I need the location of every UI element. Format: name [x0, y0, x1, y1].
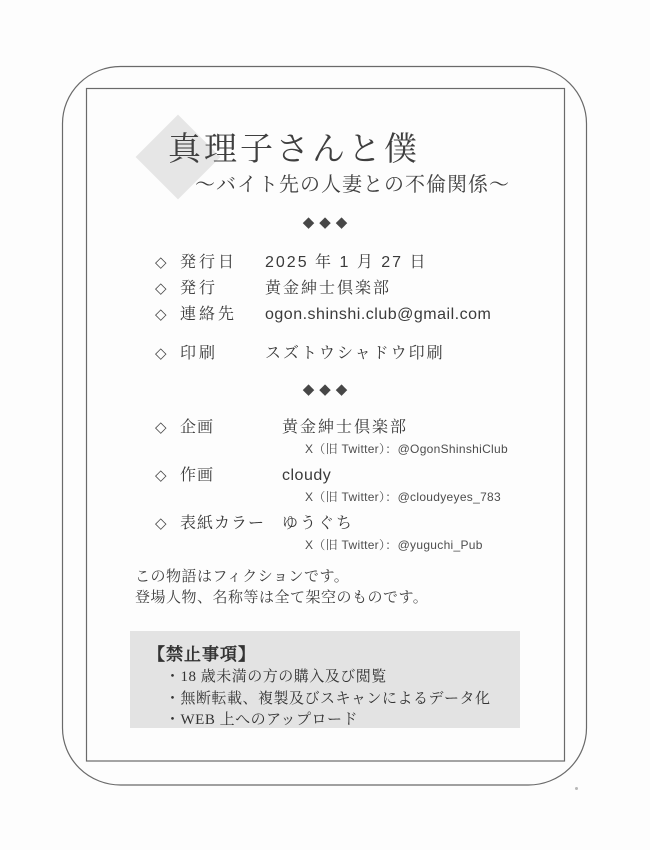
row-value: 黄金紳士倶楽部	[265, 280, 392, 297]
credit-value: cloudy	[282, 467, 332, 484]
prohibition-item: ・WEB 上へのアップロード	[165, 712, 359, 728]
row-label: 連絡先	[180, 306, 238, 323]
open-diamond-bullet: ◇	[155, 254, 167, 271]
open-diamond-bullet: ◇	[155, 306, 167, 323]
credit-label: 表紙カラー	[180, 515, 266, 532]
open-diamond-bullet: ◇	[155, 419, 167, 436]
credits	[155, 416, 508, 560]
credit-x-handle: X（旧 Twitter）：@OgonShinshiClub	[305, 442, 508, 456]
credit-label: 企画	[180, 419, 215, 436]
open-diamond-bullet: ◇	[155, 515, 167, 532]
contact-email: ogon.shinshi.club@gmail.com	[265, 306, 492, 323]
book-subtitle: ～バイト先の人妻との不倫関係～	[195, 174, 510, 196]
disclaimer-line: 登場人物、名称等は全て架空のものです。	[135, 590, 429, 606]
disclaimer-line: この物語はフィクションです。	[135, 569, 350, 585]
publication-info	[155, 250, 491, 367]
credit-value: ゆうぐち	[282, 515, 355, 532]
scan-speck	[575, 787, 578, 790]
info-row-publisher	[155, 276, 491, 302]
credit-row-artist	[155, 464, 508, 506]
info-row-printer	[155, 341, 491, 367]
open-diamond-bullet: ◇	[155, 345, 167, 362]
book-title: 真理子さんと僕	[168, 130, 420, 167]
row-label: 発行日	[180, 254, 238, 271]
credit-x-handle: X（旧 Twitter）：@yuguchi_Pub	[305, 538, 483, 552]
credit-label: 作画	[180, 467, 215, 484]
open-diamond-bullet: ◇	[155, 467, 167, 484]
prohibition-item: ・18 歳未満の方の購入及び閲覧	[165, 669, 387, 685]
credit-row-cover-color	[155, 512, 508, 554]
diamond-divider-top: ◆◆◆	[302, 214, 353, 231]
row-value: 2025 年 1 月 27 日	[265, 254, 428, 271]
diamond-divider-middle: ◆◆◆	[302, 381, 353, 398]
credit-x-handle: X（旧 Twitter）：@cloudyeyes_783	[305, 490, 501, 504]
row-label: 印刷	[180, 345, 219, 362]
fiction-disclaimer	[135, 567, 428, 609]
info-row-contact	[155, 302, 491, 328]
prohibition-box	[130, 631, 520, 728]
prohibition-title: 【禁止事項】	[148, 645, 256, 664]
prohibition-item: ・無断転載、複製及びスキャンによるデータ化	[165, 690, 491, 707]
open-diamond-bullet: ◇	[155, 280, 167, 297]
info-row-issue-date	[155, 250, 491, 276]
row-value: スズトウシャドウ印刷	[265, 345, 445, 362]
credit-row-planning	[155, 416, 508, 458]
row-label: 発行	[180, 280, 219, 297]
credit-value: 黄金紳士倶楽部	[282, 419, 409, 436]
